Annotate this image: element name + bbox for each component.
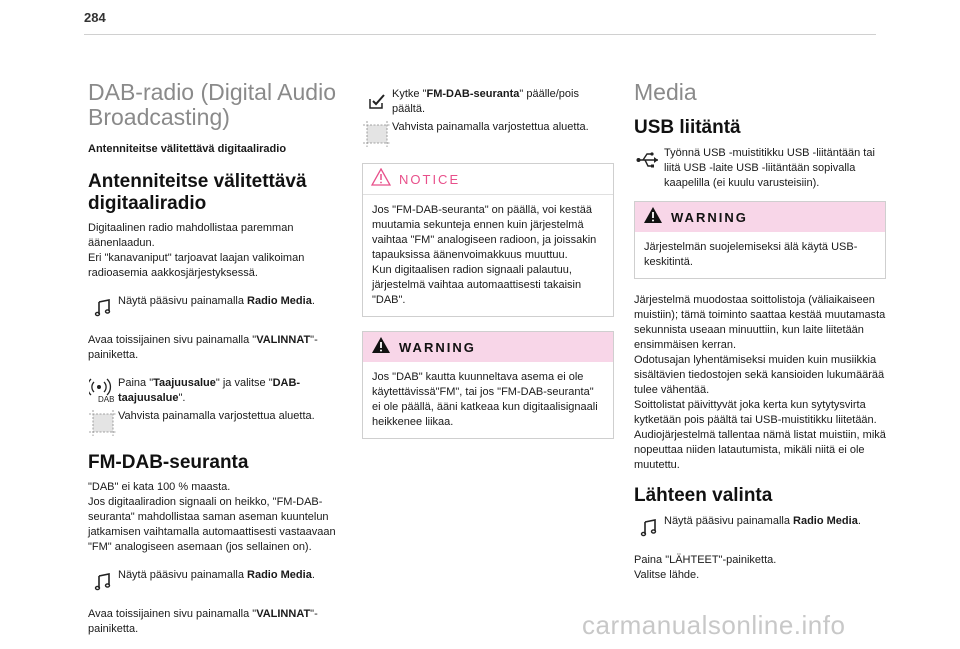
paragraph-sources: Paina "LÄHTEET"-painiketta. Valitse lähde. xyxy=(634,554,777,581)
step-toggle: Kytke "FM-DAB-seuranta" päälle/pois päältä. xyxy=(362,86,614,117)
step-home-2: Näytä pääsivu painamalla Radio Media. xyxy=(88,567,340,597)
shaded-area-icon xyxy=(88,408,118,438)
warning-body: Jos "DAB" kautta kuunneltava asema ei ole käytettävissä"FM", tai jos "FM-DAB-seuranta" ei ole päällä, ääni katkeaa kun digitaalisignaali heikkenee liikaa. xyxy=(372,371,598,428)
step-home: Näytä pääsivu painamalla Radio Media. xyxy=(88,293,340,323)
subtitle-dab: Antenniteitse välitettävä digitaaliradio xyxy=(88,143,287,155)
notice-box xyxy=(362,163,614,317)
notice-title: NOTICE xyxy=(399,171,461,187)
music-note-icon xyxy=(88,567,118,597)
heading-fm-dab: FM-DAB-seuranta xyxy=(88,452,249,473)
shaded-area-icon xyxy=(362,119,392,149)
paragraph-options-2: Avaa toissijainen sivu painamalla "VALINNAT"-painiketta. xyxy=(88,608,318,635)
paragraph-playlists: Järjestelmä muodostaa soittolistoja (väliaikaiseen muistiin); tämä toiminto saattaa kestää muutamasta sekunnista useaan minuuttiin, kun laite liitetään ensimmäisen kerran. Odotusajan lyhentämiseksi muiden kuin musiikkia sisältävien tiedostojen sekä kansioiden lukumäärää tulee vähentää. Soittolistat päivittyvät joka kerta kun sytytysvirta kytketään pois päältä tai USB-muistitikku liitetään. Audiojärjestelmä tallentaa nämä listat muistiin, mikä nopeuttaa niiden latautumista, mikäli niitä ei ole muutettu. xyxy=(634,294,886,471)
music-note-icon xyxy=(88,293,118,323)
paragraph-fm-dab: "DAB" ei kata 100 % maasta. Jos digitaaliradion signaali on heikko, "FM-DAB-seuranta" mahdollistaa saman aseman kuuntelun jatkamisen vaihtamalla automaattisesti vastaavaan "FM" analogiseen asemaan (jos sellainen on). xyxy=(88,481,336,553)
section-title-media: Media xyxy=(634,79,697,105)
warning-title: WARNING xyxy=(399,339,476,355)
music-note-icon xyxy=(634,513,664,543)
header-divider xyxy=(84,34,876,35)
step-confirm-2: Vahvista painamalla varjostettua aluetta. xyxy=(362,119,614,149)
column-2 xyxy=(362,86,614,453)
warning-box-usb xyxy=(634,201,886,279)
paragraph-intro: Digitaalinen radio mahdollistaa paremman äänenlaadun. Eri "kanavaniput" tarjoavat laajan valikoiman radioasemia aakkosjärjestyksessä. xyxy=(88,222,305,279)
paragraph-options: Avaa toissijainen sivu painamalla "VALINNAT"-painiketta. xyxy=(88,334,318,361)
warning-title-usb: WARNING xyxy=(671,209,748,225)
heading-digital-radio: Antenniteitse välitettävä digitaaliradio xyxy=(88,171,307,214)
watermark: carmanualsonline.info xyxy=(582,610,846,640)
heading-usb: USB liitäntä xyxy=(634,117,741,138)
warning-triangle-icon xyxy=(643,206,663,229)
svg-text:DAB: DAB xyxy=(98,395,115,404)
column-3 xyxy=(634,80,886,595)
dab-radio-icon xyxy=(88,375,118,405)
column-1 xyxy=(88,80,340,649)
page-number: 284 xyxy=(84,10,106,25)
checkbox-icon xyxy=(362,86,392,116)
usb-instruction: Työnnä USB -muistitikku USB -liitäntään tai liitä USB -laite USB -liitäntään sopivalla kaapelilla (ei kuulu varusteisiin). xyxy=(634,145,886,191)
step-home-3: Näytä pääsivu painamalla Radio Media. xyxy=(634,513,886,543)
step-band: DAB Paina "Taajuusalue" ja valitse "DAB-taajuusalue". xyxy=(88,375,340,406)
heading-source: Lähteen valinta xyxy=(634,485,773,506)
warning-triangle-icon xyxy=(371,168,391,191)
warning-triangle-icon xyxy=(371,336,391,359)
step-confirm: Vahvista painamalla varjostettua aluetta. xyxy=(88,408,340,438)
warning-box xyxy=(362,331,614,439)
warning-body-usb: Järjestelmän suojelemiseksi älä käytä USB-keskitintä. xyxy=(644,241,858,268)
notice-body: Jos "FM-DAB-seuranta" on päällä, voi kestää muutamia sekunteja ennen kuin järjestelmä vaihtaa "FM" analogiseen radioon, ja joissakin tapauksissa äänenvoimakkuus muuttuu. Kun digitaalisen radion signaali palautuu, järjestelmä vaihtaa automaattisesti takaisin "DAB". xyxy=(372,204,597,306)
usb-icon xyxy=(634,145,664,175)
section-title-dab: DAB-radio (Digital Audio Broadcasting) xyxy=(88,79,337,130)
